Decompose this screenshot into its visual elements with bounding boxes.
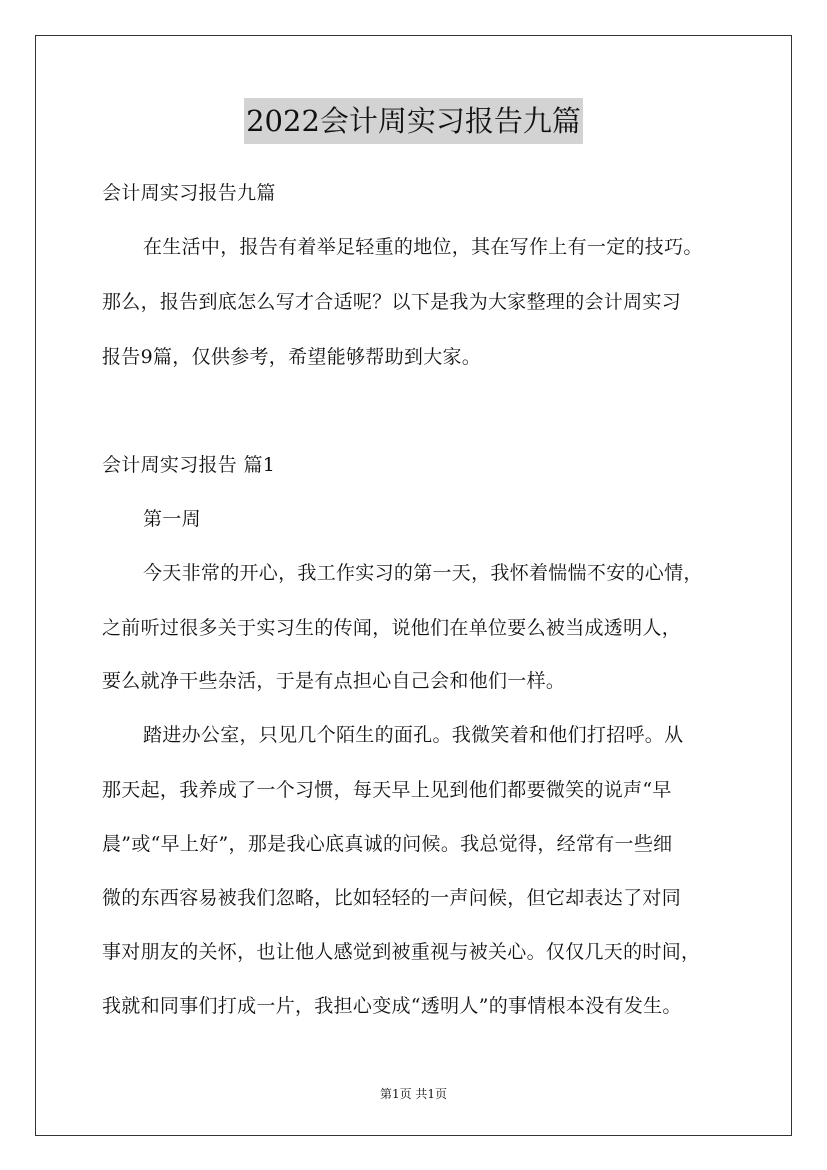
week-label: 第一周: [143, 508, 201, 530]
paragraph-line: 之前听过很多关于实习生的传闻，说他们在单位要么被当成透明人，: [102, 617, 682, 639]
paragraph-line: 微的东西容易被我们忽略，比如轻轻的一声问候，但它却表达了对同: [102, 887, 682, 909]
intro-line: 在生活中，报告有着举足轻重的地位，其在写作上有一定的技巧。: [143, 236, 703, 258]
document-subtitle: 会计周实习报告九篇: [102, 182, 276, 204]
page-footer: 第1页 共1页: [379, 1087, 448, 1101]
paragraph-line: 踏进办公室，只见几个陌生的面孔。我微笑着和他们打招呼。从: [143, 724, 684, 746]
paragraph-line: 我就和同事们打成一片，我担心变成“透明人”的事情根本没有发生。: [102, 995, 682, 1017]
paragraph-line: 事对朋友的关怀，也让他人感觉到被重视与被关心。仅仅几天的时间，: [102, 941, 701, 963]
paragraph-line: 那天起，我养成了一个习惯，每天早上见到他们都要微笑的说声“早: [102, 779, 672, 801]
title-container: [0, 98, 827, 144]
paragraph-line: 晨”或“早上好”，那是我心底真诚的问候。我总觉得，经常有一些细: [102, 833, 673, 855]
document-title: 2022会计周实习报告九篇: [244, 98, 583, 144]
paragraph-line: 今天非常的开心，我工作实习的第一天，我怀着惴惴不安的心情，: [143, 562, 703, 584]
paragraph-line: 要么就净干些杂活，于是有点担心自己会和他们一样。: [102, 670, 566, 692]
intro-line: 那么，报告到底怎么写才合适呢？以下是我为大家整理的会计周实习: [102, 291, 682, 313]
intro-line: 报告9篇，仅供参考，希望能够帮助到大家。: [102, 346, 482, 368]
section-heading: 会计周实习报告 篇1: [102, 454, 276, 476]
